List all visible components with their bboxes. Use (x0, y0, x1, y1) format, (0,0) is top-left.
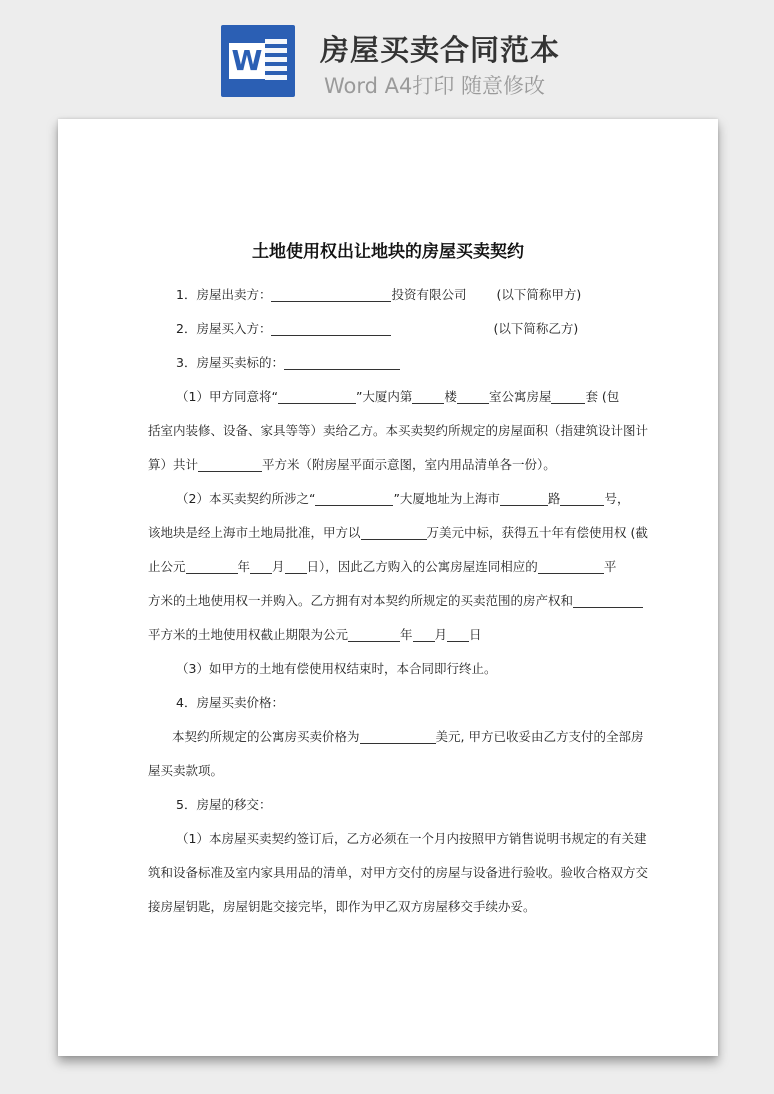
para-1-line-2 (148, 419, 649, 453)
para-1-line-1 (148, 385, 634, 419)
page-header (0, 0, 774, 118)
clause-2-label: 2．房屋买入方： (176, 321, 272, 336)
blank (457, 387, 489, 404)
clause-2 (148, 317, 634, 351)
clause-5 (148, 793, 634, 827)
text: 平方米的土地使用权截止期限为公元 (148, 627, 349, 642)
para-2-line-2 (148, 521, 648, 555)
para-2-line-5 (148, 623, 634, 657)
blank (573, 591, 643, 608)
clause-3 (148, 351, 634, 385)
para-1-line-3 (148, 453, 634, 487)
text: 括室内装修、设备、家具等等）卖给乙方。本买卖契约所规定的房屋面积（指建筑设计图计 (148, 423, 649, 438)
blank (413, 625, 435, 642)
text: ”大厦内第 (355, 389, 413, 404)
para-2-line-3 (148, 555, 634, 589)
para-5-line-1 (148, 827, 647, 861)
blank (360, 727, 436, 744)
document-title: 土地使用权出让地块的房屋买卖契约 (252, 242, 524, 262)
blank (315, 489, 393, 506)
clause-1 (148, 283, 634, 317)
blank (271, 319, 391, 336)
para-2-line-4 (148, 589, 634, 623)
blank (271, 285, 391, 302)
text: 楼 (444, 389, 457, 404)
clause-1-label: 1．房屋出卖方： (176, 287, 272, 302)
para-4-line-1 (148, 725, 644, 759)
text: 日），因此乙方购入的公寓房屋连同相应的 (306, 559, 538, 574)
blank (538, 557, 604, 574)
word-logo-letter: W (229, 43, 265, 79)
blank (348, 625, 400, 642)
blank (198, 455, 262, 472)
header-title: 房屋买卖合同范本 (320, 33, 561, 67)
text: 平 (603, 559, 617, 574)
blank (284, 353, 400, 370)
text: 平方米（附房屋平面示意图，室内用品清单各一份）。 (262, 457, 556, 472)
text: 年 (237, 559, 251, 574)
para-5-line-2 (148, 861, 649, 895)
blank (278, 387, 356, 404)
text: （1）甲方同意将“ (176, 389, 278, 404)
text: （1）本房屋买卖契约签订后，乙方必须在一个月内按照甲方销售说明书规定的有关建 (176, 831, 647, 846)
clause-4-label: 4．房屋买卖价格： (176, 695, 284, 710)
text: 号， (604, 491, 630, 506)
word-logo-icon (221, 25, 295, 97)
clause-5-label: 5．房屋的移交： (176, 797, 272, 812)
text: 止公元 (148, 559, 186, 574)
header-subtitle: Word A4打印 随意修改 (324, 74, 546, 98)
text: 算）共计 (148, 457, 199, 472)
para-3 (148, 657, 634, 691)
document-page (58, 119, 718, 1056)
text: 本契约所规定的公寓房买卖价格为 (172, 729, 360, 744)
clause-2-note: (以下简称乙方) (493, 321, 579, 336)
text: 接房屋钥匙，房屋钥匙交接完毕，即作为甲乙双方房屋移交手续办妥。 (148, 899, 536, 914)
clause-1-company: 投资有限公司 (391, 287, 467, 302)
text: （2）本买卖契约所涉之“ (176, 491, 316, 506)
text: 室公寓房屋 (488, 389, 552, 404)
document-body (148, 283, 649, 929)
clause-3-label: 3．房屋买卖标的： (176, 355, 284, 370)
text: 屋买卖款项。 (148, 763, 224, 778)
text: 方米的土地使用权一并购入。乙方拥有对本契约所规定的买卖范围的房产权和 (148, 593, 574, 608)
blank (412, 387, 444, 404)
blank (361, 523, 427, 540)
blank (551, 387, 585, 404)
blank (447, 625, 469, 642)
blank (186, 557, 238, 574)
text: 美元, 甲方已收妥由乙方支付的全部房 (435, 729, 644, 744)
text: （3）如甲方的土地有偿使用权结束时，本合同即行终止。 (176, 661, 497, 676)
blank (285, 557, 307, 574)
para-2-line-1 (148, 487, 634, 521)
clause-1-note: (以下简称甲方) (496, 287, 582, 302)
text: 筑和设备标准及室内家具用品的清单，对甲方交付的房屋与设备进行验收。验收合格双方交 (148, 865, 649, 880)
text: ”大厦地址为上海市 (393, 491, 500, 506)
blank (560, 489, 604, 506)
text: 月 (434, 627, 448, 642)
text: 该地块是经上海市土地局批准，甲方以 (148, 525, 361, 540)
text: 套 (包 (585, 389, 620, 404)
text: 万美元中标，获得五十年有偿使用权 (截 (426, 525, 648, 540)
text: 日 (469, 627, 482, 642)
text: 月 (272, 559, 285, 574)
blank (500, 489, 548, 506)
clause-4 (148, 691, 634, 725)
para-4-line-2 (148, 759, 634, 793)
blank (250, 557, 272, 574)
text: 年 (400, 627, 413, 642)
para-5-line-3 (148, 895, 634, 929)
text: 路 (547, 491, 561, 506)
